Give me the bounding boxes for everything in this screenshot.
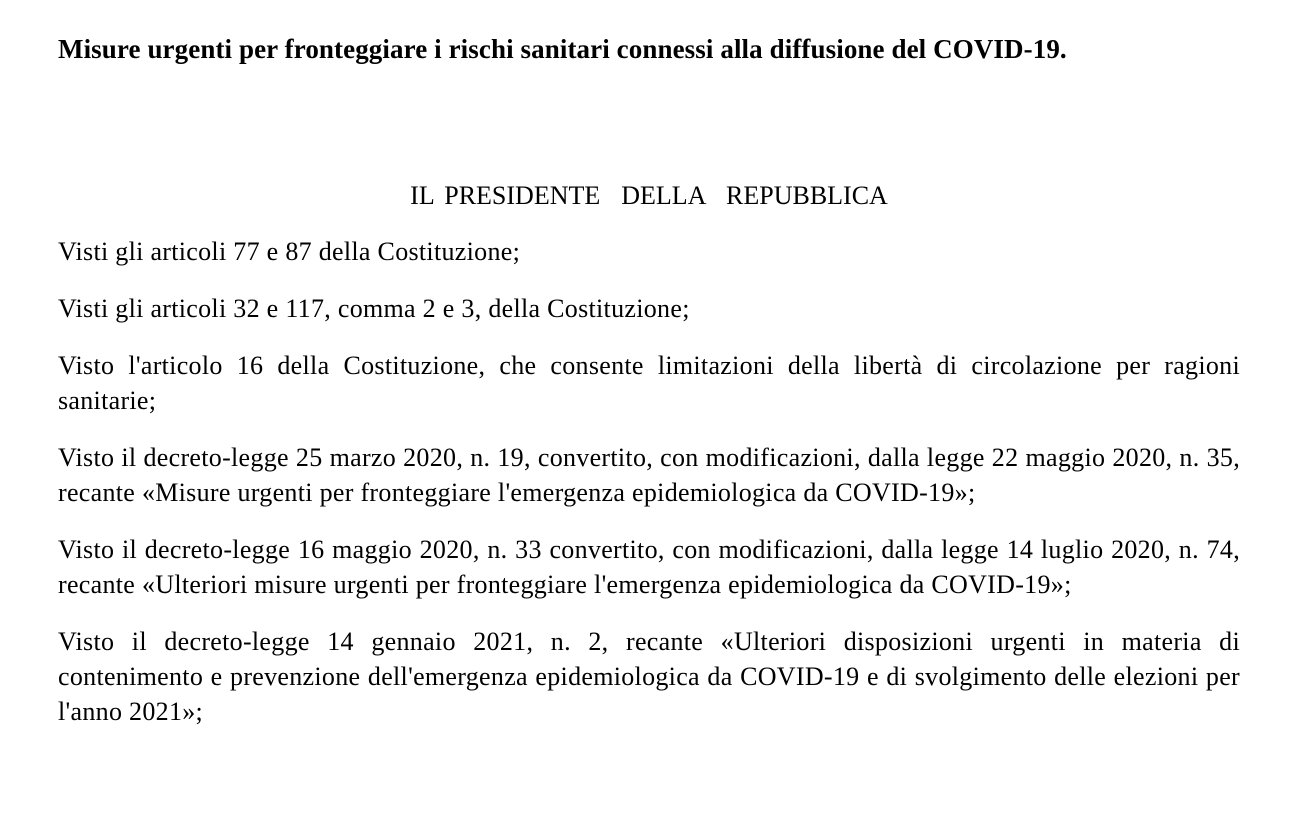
document-page xyxy=(58,30,1240,726)
recital-paragraph: Visto il decreto-legge 25 marzo 2020, n. 19, convertito, con modificazioni, dalla legge 22 maggio 2020, n. 35, recante «Misure urgenti per fronteggiare l'emergenza epidemiologica da COVID-19»; xyxy=(58,443,1240,507)
document-title: Misure urgenti per fronteggiare i rischi sanitari connessi alla diffusione del COVID-19. xyxy=(58,34,1067,64)
recital-paragraph: Visto il decreto-legge 14 gennaio 2021, n. 2, recante «Ulteriori disposizioni urgenti in materia di contenimento e prevenzione dell'emergenza epidemiologica da COVID-19 e di svolgimento delle elezioni per l'anno 2021»; xyxy=(58,627,1240,726)
recital-paragraph: Visti gli articoli 77 e 87 della Costituzione; xyxy=(58,237,521,266)
recital-paragraph: Visti gli articoli 32 e 117, comma 2 e 3, della Costituzione; xyxy=(58,294,690,323)
recital-paragraph: Visto l'articolo 16 della Costituzione, che consente limitazioni della libertà di circolazione per ragioni sanitarie; xyxy=(58,351,1240,415)
recital-paragraph: Visto il decreto-legge 16 maggio 2020, n. 33 convertito, con modificazioni, dalla legge 14 luglio 2020, n. 74, recante «Ulteriori misure urgenti per fronteggiare l'emergenza epidemiologica da COVID-19»; xyxy=(58,535,1240,599)
recitals-list xyxy=(58,234,1240,750)
document-heading: IL PRESIDENTE DELLA REPUBBLICA xyxy=(410,181,888,210)
